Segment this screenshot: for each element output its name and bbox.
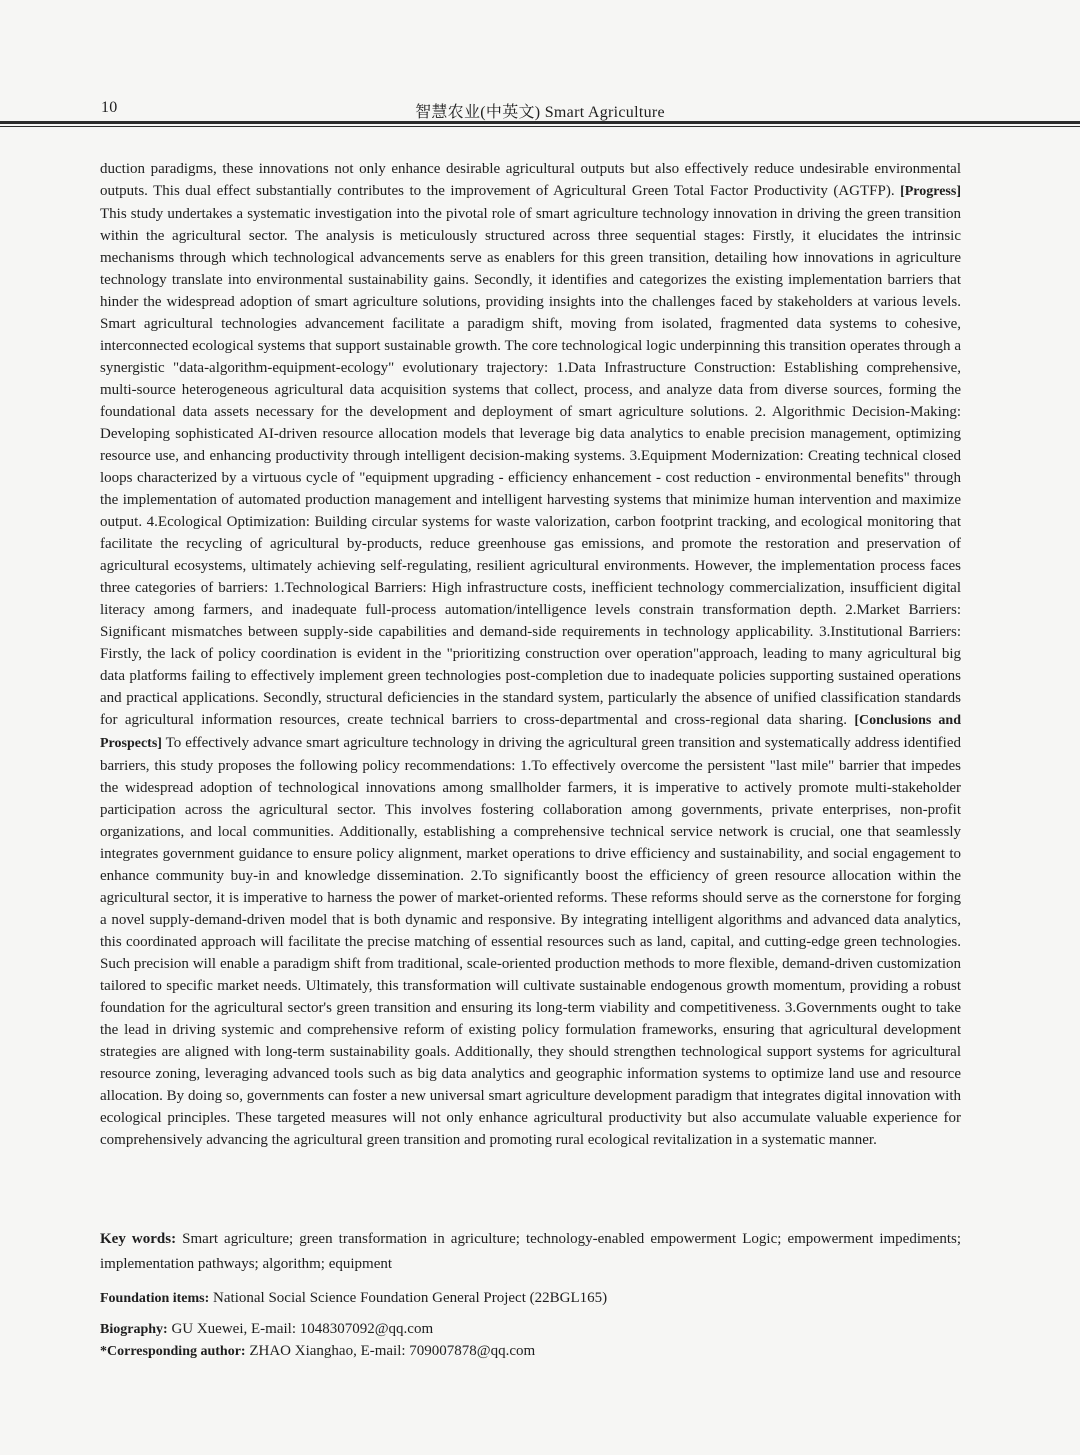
- biography: [100, 1318, 961, 1341]
- conclusions-label: [Conclusions and Prospects]: [100, 713, 961, 751]
- abstract-text-intro: duction paradigms, these innovations not only enhance desirable agricultural outputs but also effectively reduce undesirable environmental outputs. This dual effect substantially contributes to the improvement of Agricultural Green Total Factor Productivity (AGTFP).: [100, 161, 961, 199]
- abstract-text-conclusions: To effectively advance smart agriculture technology in driving the agricultural green transition and systematically address identified barriers, this study proposes the following policy recommendations: 1.To effectively overcome the persistent "last mile" barrier that impedes the widespread adoption of technological innovations among smallholder farmers, it is imperative to actively promote multi-stakeholder participation across the agricultural sector. This involves fostering collaboration among governments, private enterprises, non-profit organizations, and local communities. Additionally, establishing a comprehensive technical service network is crucial, one that seamlessly integrates government guidance to ensure policy alignment, market operations to drive efficiency and sustainability, and social engagement to enhance community buy-in and knowledge dissemination. 2.To significantly boost the efficiency of green resource allocation within the agricultural sector, it is imperative to harness the power of market-oriented reforms. These reforms should serve as the cornerstone for forging a novel supply-demand-driven model that is both dynamic and responsive. By integrating intelligent algorithms and advanced data analytics, this coordinated approach will facilitate the precise matching of essential resources such as land, capital, and cutting-edge green technologies. Such precision will enable a paradigm shift from traditional, scale-oriented production methods to more flexible, demand-driven customization tailored to specific market needs. Ultimately, this transformation will cultivate sustainable endogenous growth momentum, providing a robust foundation for the agricultural sector's green transition and ensuring its long-term viability and competitiveness. 3.Governments ought to take the lead in driving systemic and comprehensive reform of existing policy formulation frameworks, ensuring that agricultural development strategies are aligned with long-term sustainability goals. Additionally, they should strengthen technological support systems for agricultural resource zoning, leveraging advanced tools such as big data analytics and geographic information systems to optimize land use and resource allocation. By doing so, governments can foster a new universal smart agriculture development paradigm that integrates digital innovation with ecological principles. These targeted measures will not only enhance agricultural productivity but also accumulate valuable experience for comprehensively advancing the agricultural green transition and promoting rural ecological revitalization in a systematic manner.: [100, 735, 962, 1148]
- keywords-text: Smart agriculture; green transformation in agriculture; technology-enabled empowerment Logic; empowerment impediments; implementation pathways; algorithm; equipment: [100, 1231, 961, 1272]
- header-rule-thick: [0, 121, 1080, 124]
- progress-label: [Progress]: [900, 184, 961, 199]
- abstract-text-progress: This study undertakes a systematic investigation into the pivotal role of smart agriculture technology innovation in driving the green transition within the agricultural sector. The analysis is meticulously structured across three sequential stages: Firstly, it elucidates the intrinsic mechanisms through which technological advancements serve as enablers for this green transition, detailing how innovations in agriculture technology translate into environmental sustainability gains. Secondly, it identifies and categorizes the existing implementation barriers that hinder the widespread adoption of smart agriculture solutions, providing insights into the challenges faced by stakeholders at various levels. Smart agricultural technologies advancement facilitate a paradigm shift, moving from isolated, fragmented data systems to cohesive, interconnected ecological systems that support sustainable growth. The core technological logic underpinning this transition operates through a synergistic "data-algorithm-equipment-ecology" evolutionary trajectory: 1.Data Infrastructure Construction: Establishing comprehensive, multi-source heterogeneous agricultural data acquisition systems that collect, process, and analyze data from diverse sources, forming the foundational data assets necessary for the development and deployment of smart agriculture solutions. 2. Algorithmic Decision-Making: Developing sophisticated AI-driven resource allocation models that leverage big data analytics to enable precision management, optimizing resource use, and enhancing productivity through intelligent decision-making systems. 3.Equipment Modernization: Creating technical closed loops characterized by a virtuous cycle of "equipment upgrading - efficiency enhancement - cost reduction - environmental benefits" through the implementation of automated production management and intelligent harvesting systems that minimize human intervention and maximize output. 4.Ecological Optimization: Building circular systems for waste valorization, carbon footprint tracking, and ecological monitoring that facilitate the recycling of agricultural by-products, reduce greenhouse gas emissions, and promote the restoration and preservation of agricultural ecosystems, ultimately achieving self-regulating, resilient agricultural environments. However, the implementation process faces three categories of barriers: 1.Technological Barriers: High infrastructure costs, inefficient technology commercialization, insufficient digital literacy among farmers, and inadequate full-process automation/intelligence levels constrain transformation depth. 2.Market Barriers: Significant mismatches between supply-side capabilities and demand-side requirements in technology applicability. 3.Institutional Barriers: Firstly, the lack of policy coordination is evident in the "prioritizing construction over operation"approach, leading to many agricultural big data platforms failing to effectively implement green technologies post-completion due to inadequate policies supporting sustained operations and practical applications. Secondly, structural deficiencies in the standard system, particularly the absence of unified classification standards for agricultural information resources, create technical barriers to cross-departmental and cross-regional data sharing.: [100, 206, 961, 728]
- corresponding-label: *Corresponding author:: [100, 1344, 246, 1359]
- foundation-text: National Social Science Foundation General Project (22BGL165): [213, 1290, 608, 1306]
- foundation-items: [100, 1287, 961, 1310]
- corresponding-author: [100, 1340, 961, 1363]
- page-number: 10: [101, 99, 118, 116]
- header-rule-thin: [0, 126, 1080, 127]
- corresponding-text: ZHAO Xianghao, E-mail: 709007878@qq.com: [249, 1343, 536, 1359]
- biography-text: GU Xuewei, E-mail: 1048307092@qq.com: [171, 1321, 434, 1337]
- biography-label: Biography:: [100, 1322, 168, 1337]
- keywords-label: Key words:: [100, 1231, 177, 1247]
- keywords: [100, 1227, 961, 1277]
- foundation-label: Foundation items:: [100, 1291, 210, 1306]
- abstract-body: [100, 158, 961, 1151]
- journal-title: 智慧农业(中英文) Smart Agriculture: [415, 104, 665, 121]
